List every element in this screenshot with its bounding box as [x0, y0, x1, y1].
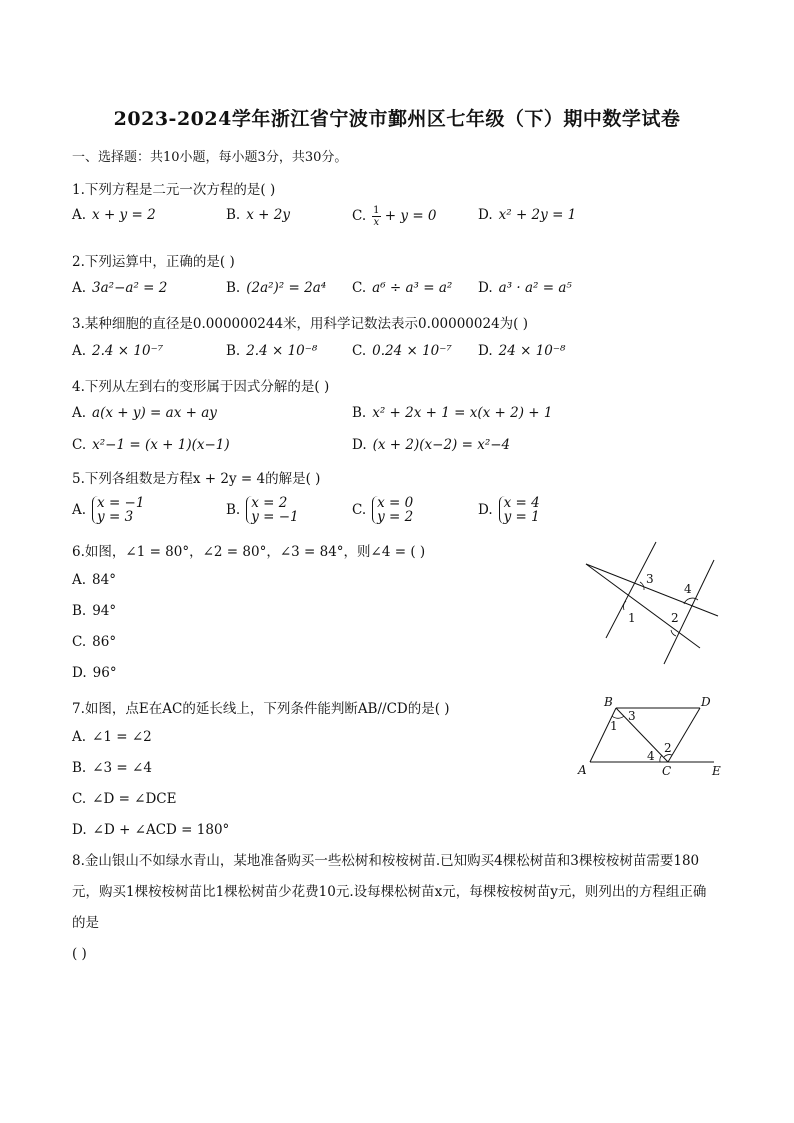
- q2-option-a[interactable]: A. 3a²−a² = 2: [72, 280, 168, 296]
- question-5-stem: 5.下列各组数是方程x + 2y = 4的解是( ): [72, 471, 321, 487]
- fig6-label-2: 2: [671, 611, 679, 625]
- fig7-label-1: 1: [610, 719, 618, 733]
- q6-option-a[interactable]: A. 84°: [72, 572, 116, 588]
- fig6-label-3: 3: [646, 572, 654, 586]
- q5-option-b[interactable]: B. x = 2 y = −1: [226, 495, 299, 525]
- equation-system: x = −1 y = 3: [92, 496, 144, 524]
- q4-option-c[interactable]: C. x²−1 = (x + 1)(x−1): [72, 437, 230, 453]
- fig6-arc-1: [623, 601, 626, 610]
- fig6-label-4: 4: [684, 582, 692, 596]
- fraction: $\frac{1}{x}$: [373, 205, 380, 228]
- question-8-text: [72, 846, 722, 970]
- q4-option-b[interactable]: B. x² + 2x + 1 = x(x + 2) + 1: [352, 405, 553, 421]
- q7-option-a[interactable]: A. ∠1 = ∠2: [72, 729, 152, 745]
- q1-option-b[interactable]: B. x + 2y: [226, 207, 290, 223]
- q3-option-b[interactable]: B. 2.4 × 10⁻⁸: [226, 343, 318, 359]
- section-heading: 一、选择题：共10小题，每小题3分，共30分。: [72, 150, 348, 165]
- question-4-stem: 4.下列从左到右的变形属于因式分解的是( ): [72, 379, 330, 395]
- q4-option-a[interactable]: A. a(x + y) = ax + ay: [72, 405, 217, 421]
- q2-option-c[interactable]: C. a⁶ ÷ a³ = a²: [352, 280, 453, 296]
- equation-system: x = 4 y = 1: [499, 496, 540, 524]
- fig6-label-1: 1: [628, 611, 636, 625]
- q2-option-d[interactable]: D. a³ · a² = a⁵: [478, 280, 572, 296]
- q8-line-3: 的是: [72, 915, 99, 931]
- q5-option-a[interactable]: A. x = −1 y = 3: [72, 495, 145, 525]
- q1-option-d[interactable]: D. x² + 2y = 1: [478, 207, 577, 223]
- q5-option-d[interactable]: D. x = 4 y = 1: [478, 495, 540, 525]
- fig7-label-D: D: [701, 695, 711, 709]
- q4-option-d[interactable]: D. (x + 2)(x−2) = x²−4: [352, 437, 511, 453]
- fig7-arc-1: [612, 716, 624, 718]
- fig7-line-DC: [668, 708, 700, 762]
- q1-option-a[interactable]: A. x + y = 2: [72, 207, 156, 223]
- equation-system: x = 2 y = −1: [246, 496, 298, 524]
- fig6-line-bottom: [586, 564, 700, 648]
- fig7-label-2: 2: [664, 741, 672, 755]
- fig7-label-B: B: [604, 695, 613, 709]
- q7-option-b[interactable]: B. ∠3 = ∠4: [72, 760, 152, 776]
- q3-option-d[interactable]: D. 24 × 10⁻⁸: [478, 343, 566, 359]
- fig7-label-4: 4: [647, 749, 655, 763]
- q8-line-1: 8.金山银山不如绿水青山，某地准备购买一些松树和桉桉树苗.已知购买4棵松树苗和3棵桉桉树苗需要180: [72, 853, 700, 869]
- fig7-label-C: C: [662, 764, 672, 778]
- question-1-stem: 1.下列方程是二元一次方程的是( ): [72, 182, 276, 198]
- fig7-label-A: A: [578, 763, 587, 777]
- q8-line-4: ( ): [72, 946, 87, 962]
- question-6-stem: 6.如图，∠1 = 80°，∠2 = 80°，∠3 = 84°，则∠4 = ( ): [72, 544, 426, 560]
- q7-option-d[interactable]: D. ∠D + ∠ACD = 180°: [72, 822, 230, 838]
- figure-q6: [580, 538, 730, 668]
- q1-option-c[interactable]: C. $\frac{1}{x}$ + y = 0: [352, 205, 437, 228]
- q5-option-c[interactable]: C. x = 0 y = 2: [352, 495, 414, 525]
- fig6-arc-2: [671, 630, 676, 636]
- q6-option-b[interactable]: B. 94°: [72, 603, 117, 619]
- page-title: 2023-2024学年浙江省宁波市鄞州区七年级（下）期中数学试卷: [113, 108, 681, 130]
- question-7-stem: 7.如图，点E在AC的延长线上，下列条件能判断AB//CD的是( ): [72, 701, 450, 717]
- fig7-label-E: E: [712, 764, 721, 778]
- q6-option-c[interactable]: C. 86°: [72, 634, 117, 650]
- figure-q7: [572, 690, 728, 782]
- fig7-label-3: 3: [628, 709, 636, 723]
- question-2-stem: 2.下列运算中，正确的是( ): [72, 254, 235, 270]
- q3-option-c[interactable]: C. 0.24 × 10⁻⁷: [352, 343, 452, 359]
- question-3-stem: 3.某种细胞的直径是0.000000244米，用科学记数法表示0.00000024为( ): [72, 316, 528, 332]
- q3-option-a[interactable]: A. 2.4 × 10⁻⁷: [72, 343, 164, 359]
- q7-option-c[interactable]: C. ∠D = ∠DCE: [72, 791, 177, 807]
- q2-option-b[interactable]: B. (2a²)² = 2a⁴: [226, 280, 327, 296]
- q8-line-2: 元，购买1棵桉桉树苗比1棵松树苗少花费10元.设每棵松树苗x元，每棵桉桉树苗y元，则列出的方程组正确: [72, 884, 707, 900]
- equation-system: x = 0 y = 2: [372, 496, 413, 524]
- q6-option-d[interactable]: D. 96°: [72, 665, 117, 681]
